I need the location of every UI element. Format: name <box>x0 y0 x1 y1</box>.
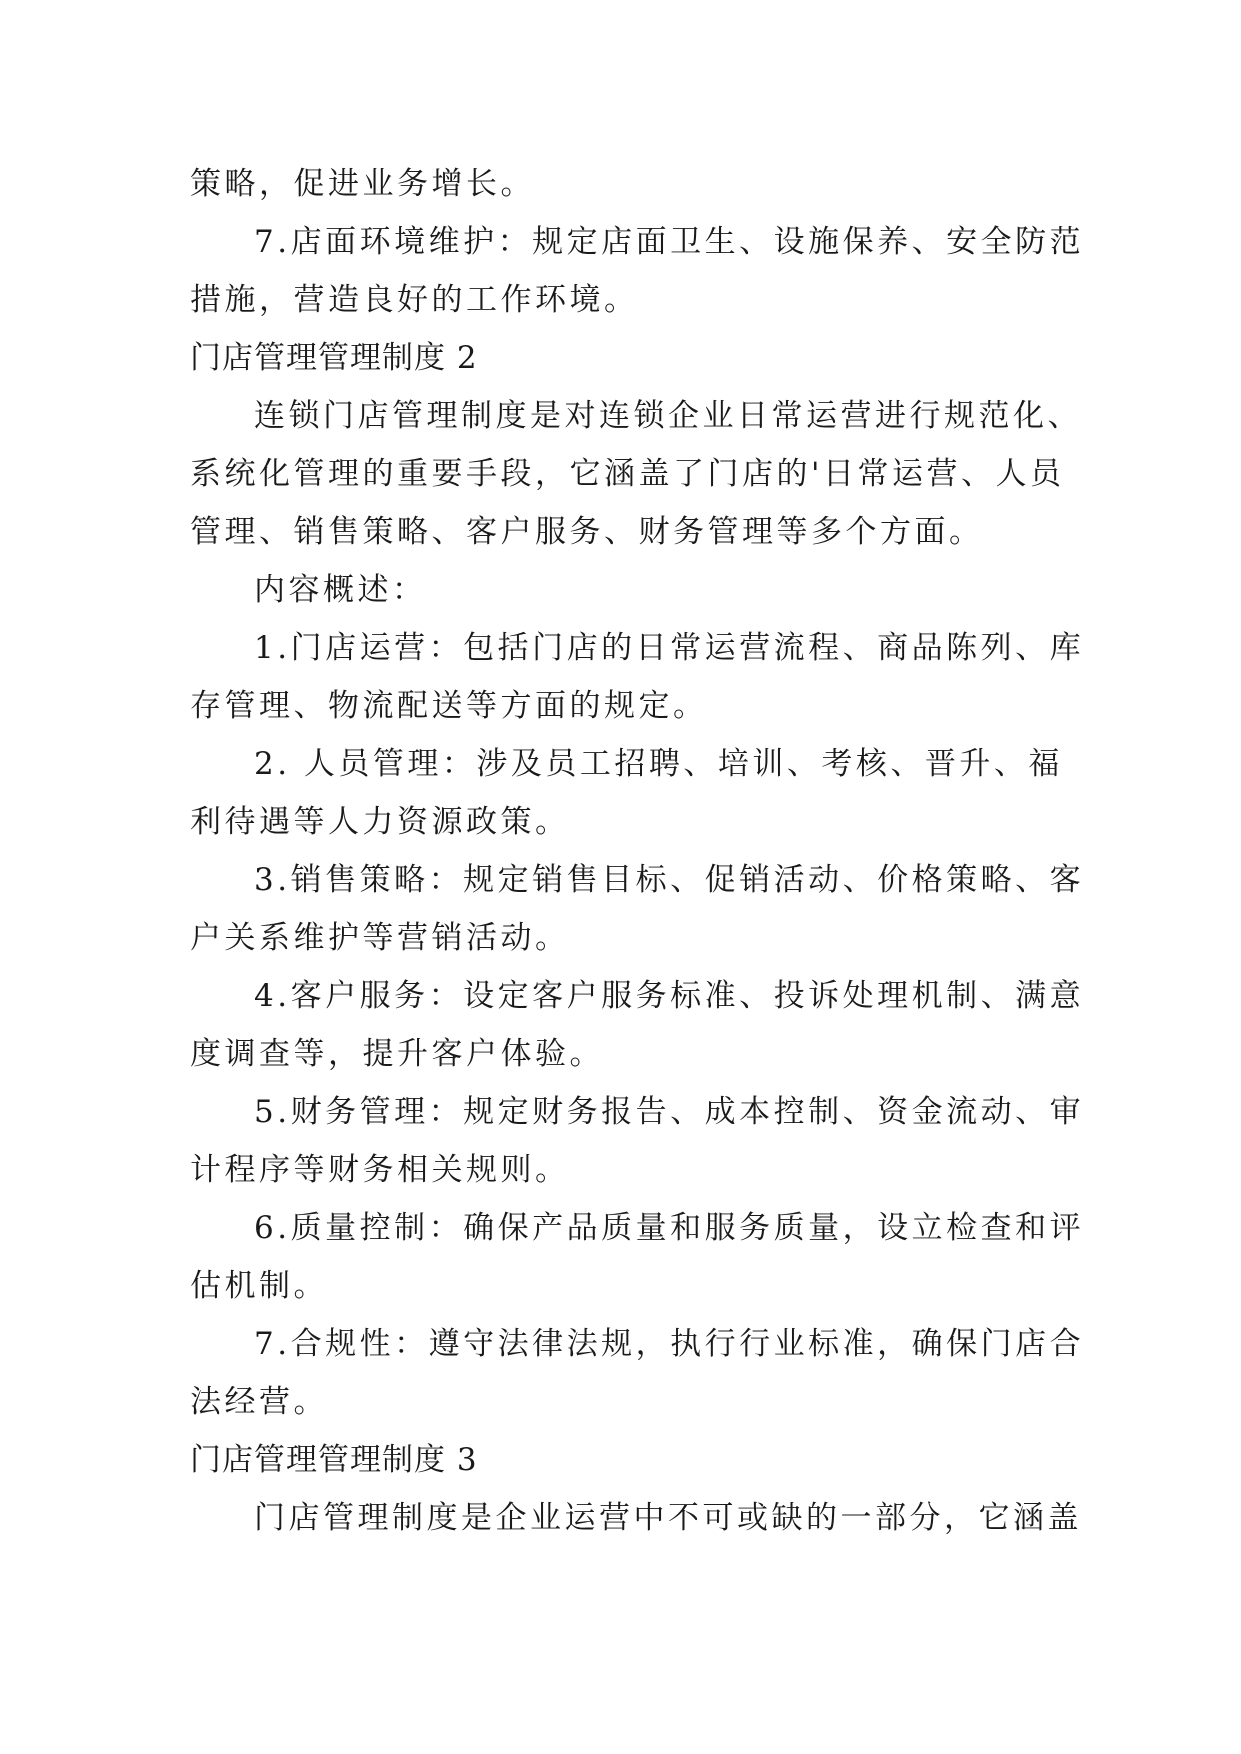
section-heading: 门店管理管理制度 2 <box>190 340 478 376</box>
list-item-line: 利待遇等人力资源政策。 <box>190 804 570 840</box>
list-item-line: 5.财务管理：规定财务报告、成本控制、资金流动、审 <box>254 1094 1085 1130</box>
paragraph-line: 门店管理制度是企业运营中不可或缺的一部分，它涵盖 <box>254 1500 1082 1536</box>
list-item-line: 存管理、物流配送等方面的规定。 <box>190 688 708 724</box>
paragraph-line: 连锁门店管理制度是对连锁企业日常运营进行规范化、 <box>254 398 1082 434</box>
paragraph-line: 管理、销售策略、客户服务、财务管理等多个方面。 <box>190 514 984 550</box>
section-heading: 门店管理管理制度 3 <box>190 1442 478 1478</box>
paragraph-line: 7.店面环境维护：规定店面卫生、设施保养、安全防范 <box>254 224 1085 260</box>
list-item-line: 计程序等财务相关规则。 <box>190 1152 570 1188</box>
list-item-line: 2. 人员管理：涉及员工招聘、培训、考核、晋升、福 <box>254 746 1063 782</box>
list-item-line: 法经营。 <box>190 1384 328 1420</box>
paragraph-line: 策略，促进业务增长。 <box>190 166 535 202</box>
paragraph-line: 内容概述： <box>254 572 427 608</box>
list-item-line: 4.客户服务：设定客户服务标准、投诉处理机制、满意 <box>254 978 1085 1014</box>
paragraph-line: 系统化管理的重要手段，它涵盖了门店的'日常运营、人员 <box>190 456 1065 492</box>
list-item-line: 7.合规性：遵守法律法规，执行行业标准，确保门店合 <box>254 1326 1085 1362</box>
list-item-line: 1.门店运营：包括门店的日常运营流程、商品陈列、库 <box>254 630 1085 666</box>
list-item-line: 3.销售策略：规定销售目标、促销活动、价格策略、客 <box>254 862 1085 898</box>
list-item-line: 6.质量控制：确保产品质量和服务质量，设立检查和评 <box>254 1210 1085 1246</box>
list-item-line: 户关系维护等营销活动。 <box>190 920 570 956</box>
list-item-line: 度调查等，提升客户体验。 <box>190 1036 604 1072</box>
paragraph-line: 措施，营造良好的工作环境。 <box>190 282 639 318</box>
list-item-line: 估机制。 <box>190 1268 328 1304</box>
document-body <box>190 155 1085 1547</box>
